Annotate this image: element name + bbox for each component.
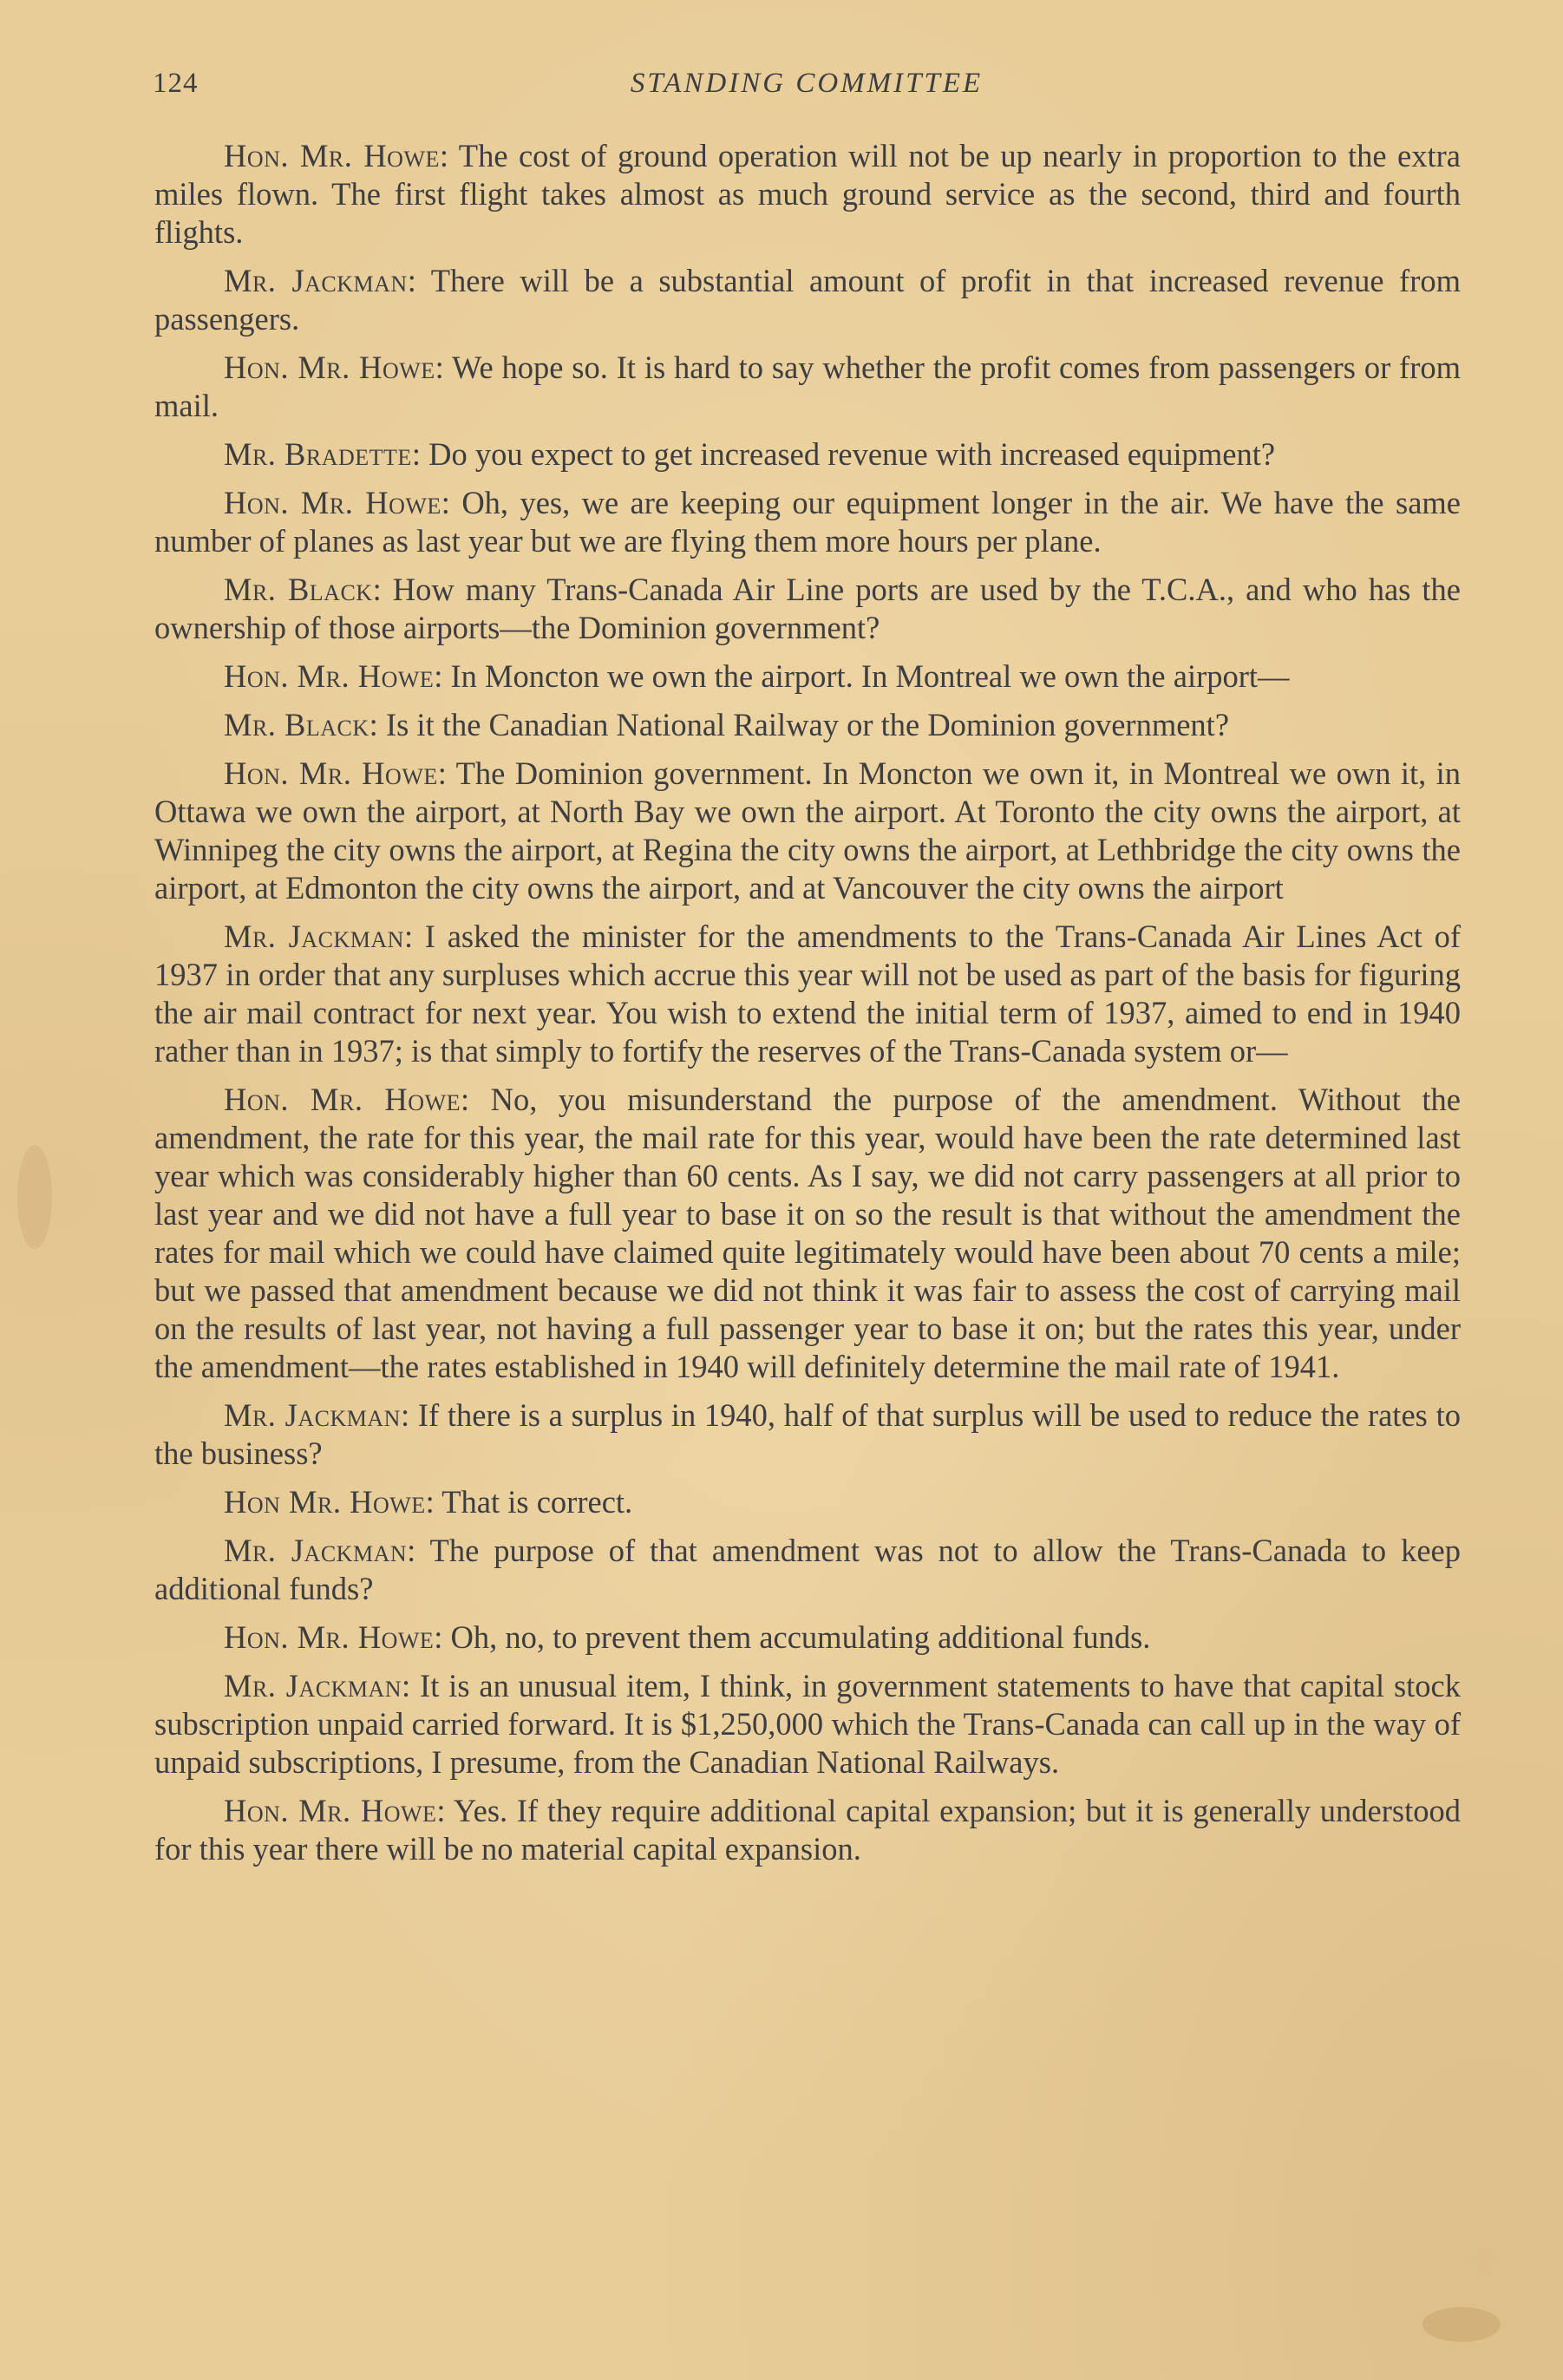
- speaker-name: Hon. Mr. Howe: [224, 350, 435, 385]
- speech-paragraph: [154, 349, 1461, 425]
- speech-text: : Is it the Canadian National Railway or the Dominion government?: [369, 707, 1230, 742]
- speech-text: : Do you expect to get increased revenue with increased equipment?: [411, 436, 1276, 472]
- speech-paragraph: [154, 1618, 1461, 1657]
- speaker-name: Mr. Jackman: [224, 1668, 402, 1703]
- speech-text: : We hope so. It is hard to say whether the profit comes from passengers or from mail.: [154, 350, 1462, 423]
- speech-paragraph: [154, 435, 1461, 474]
- speech-text: : Oh, no, to prevent them accumulating additional funds.: [434, 1619, 1151, 1655]
- speech-text: : Yes. If they require additional capital expansion; but it is generally understood for this year there will be no material capital expansion.: [154, 1793, 1462, 1867]
- speech-paragraph: [154, 1792, 1461, 1868]
- speaker-name: Hon. Mr. Howe: [224, 485, 441, 520]
- speaker-name: Mr. Jackman: [224, 1397, 401, 1433]
- speech-paragraph: [154, 657, 1461, 696]
- speaker-name: Hon. Mr. Howe: [224, 1082, 461, 1117]
- speech-paragraph: [154, 571, 1461, 647]
- speaker-name: Mr. Black: [224, 572, 373, 607]
- speech-text: : No, you misunderstand the purpose of the amendment. Without the amendment, the rate for this year, the mail rate for this year, would have been the rate determined last year which was considerably higher than 60 cents. As I say, we did not carry passengers at all prior to last year and we did not have a full year to base it on so the result is that without the amendment the rates for mail which we could have claimed quite legitimately would have been about 70 cents a mile; but we passed that amendment because we did not think it was fair to assess the cost of carrying mail on the results of last year, not having a full passenger year to base it on; but the rates this year, under the amendment—the rates established in 1940 will definitely determine the mail rate of 1941.: [154, 1082, 1462, 1384]
- speech-text: : How many Trans-Canada Air Line ports are used by the T.C.A., and who has the ownership of those airports—the Dominion government?: [154, 572, 1461, 645]
- speech-paragraph: [154, 1667, 1461, 1782]
- speech-paragraph: [154, 706, 1461, 744]
- speech-text: : That is correct.: [425, 1484, 633, 1520]
- committee-transcript: [154, 137, 1461, 1879]
- speech-text: : If there is a surplus in 1940, half of that surplus will be used to reduce the rates to the business?: [154, 1397, 1461, 1471]
- speech-paragraph: [154, 1532, 1461, 1608]
- speaker-name: Mr. Jackman: [224, 263, 408, 298]
- speaker-name: Mr. Jackman: [224, 919, 404, 954]
- paper-stain: [1422, 2307, 1501, 2342]
- speech-paragraph: [154, 1081, 1461, 1386]
- speaker-name: Hon. Mr. Howe: [224, 658, 435, 694]
- speaker-name: Hon Mr. Howe: [224, 1484, 426, 1520]
- speech-text: : In Moncton we own the airport. In Montreal we own the airport—: [434, 658, 1290, 694]
- page-header: [153, 68, 1461, 111]
- speech-text: : It is an unusual item, I think, in government statements to have that capital stock subscription unpaid carried forward. It is $1,250,000 which the Trans-Canada can call up in the way of unpaid subscriptions, I presume, from the Canadian National Railways.: [154, 1668, 1461, 1780]
- speech-paragraph: [154, 262, 1461, 338]
- speech-text: : The Dominion government. In Moncton we own it, in Montreal we own it, in Ottawa we own the airport, at North Bay we own the airport. At Toronto the city owns the airport, at Winnipeg the city owns the airport, at Regina the city owns the airport, at Lethbridge the city owns the airport, at Edmonton the city owns the airport, and at Vancouver the city owns the airport: [154, 755, 1461, 906]
- speaker-name: Hon. Mr. Howe: [224, 138, 440, 173]
- speech-paragraph: [154, 1483, 1461, 1521]
- speech-text: : I asked the minister for the amendments to the Trans-Canada Air Lines Act of 1937 in order that any surpluses which accrue this year will not be used as part of the basis for figuring the air mail contract for next year. You wish to extend the initial term of 1937, aimed to end in 1940 rather than in 1937; is that simply to fortify the reserves of the Trans-Canada system or—: [154, 919, 1461, 1069]
- speech-paragraph: [154, 755, 1461, 907]
- speech-paragraph: [154, 484, 1461, 560]
- speaker-name: Hon. Mr. Howe: [224, 755, 438, 791]
- paper-stain: [17, 1145, 52, 1249]
- speaker-name: Mr. Black: [224, 707, 369, 742]
- speaker-name: Mr. Jackman: [224, 1533, 408, 1568]
- speech-paragraph: [154, 918, 1461, 1070]
- speaker-name: Hon. Mr. Howe: [224, 1793, 437, 1828]
- speaker-name: Mr. Bradette: [224, 436, 412, 472]
- speech-text: : The purpose of that amendment was not to allow the Trans-Canada to keep additional funds?: [154, 1533, 1461, 1606]
- speech-paragraph: [154, 1396, 1461, 1473]
- running-title: STANDING COMMITTEE: [630, 68, 984, 99]
- speech-text: : The cost of ground operation will not be up nearly in proportion to the extra miles flown. The first flight takes almost as much ground service as the second, third and fourth flights.: [154, 138, 1462, 250]
- page-number: 124: [153, 68, 199, 99]
- speaker-name: Hon. Mr. Howe: [224, 1619, 435, 1655]
- speech-paragraph: [154, 137, 1461, 252]
- speech-text: : There will be a substantial amount of profit in that increased revenue from passengers.: [154, 263, 1461, 337]
- speech-text: : Oh, yes, we are keeping our equipment longer in the air. We have the same number of planes as last year but we are flying them more hours per plane.: [154, 485, 1462, 559]
